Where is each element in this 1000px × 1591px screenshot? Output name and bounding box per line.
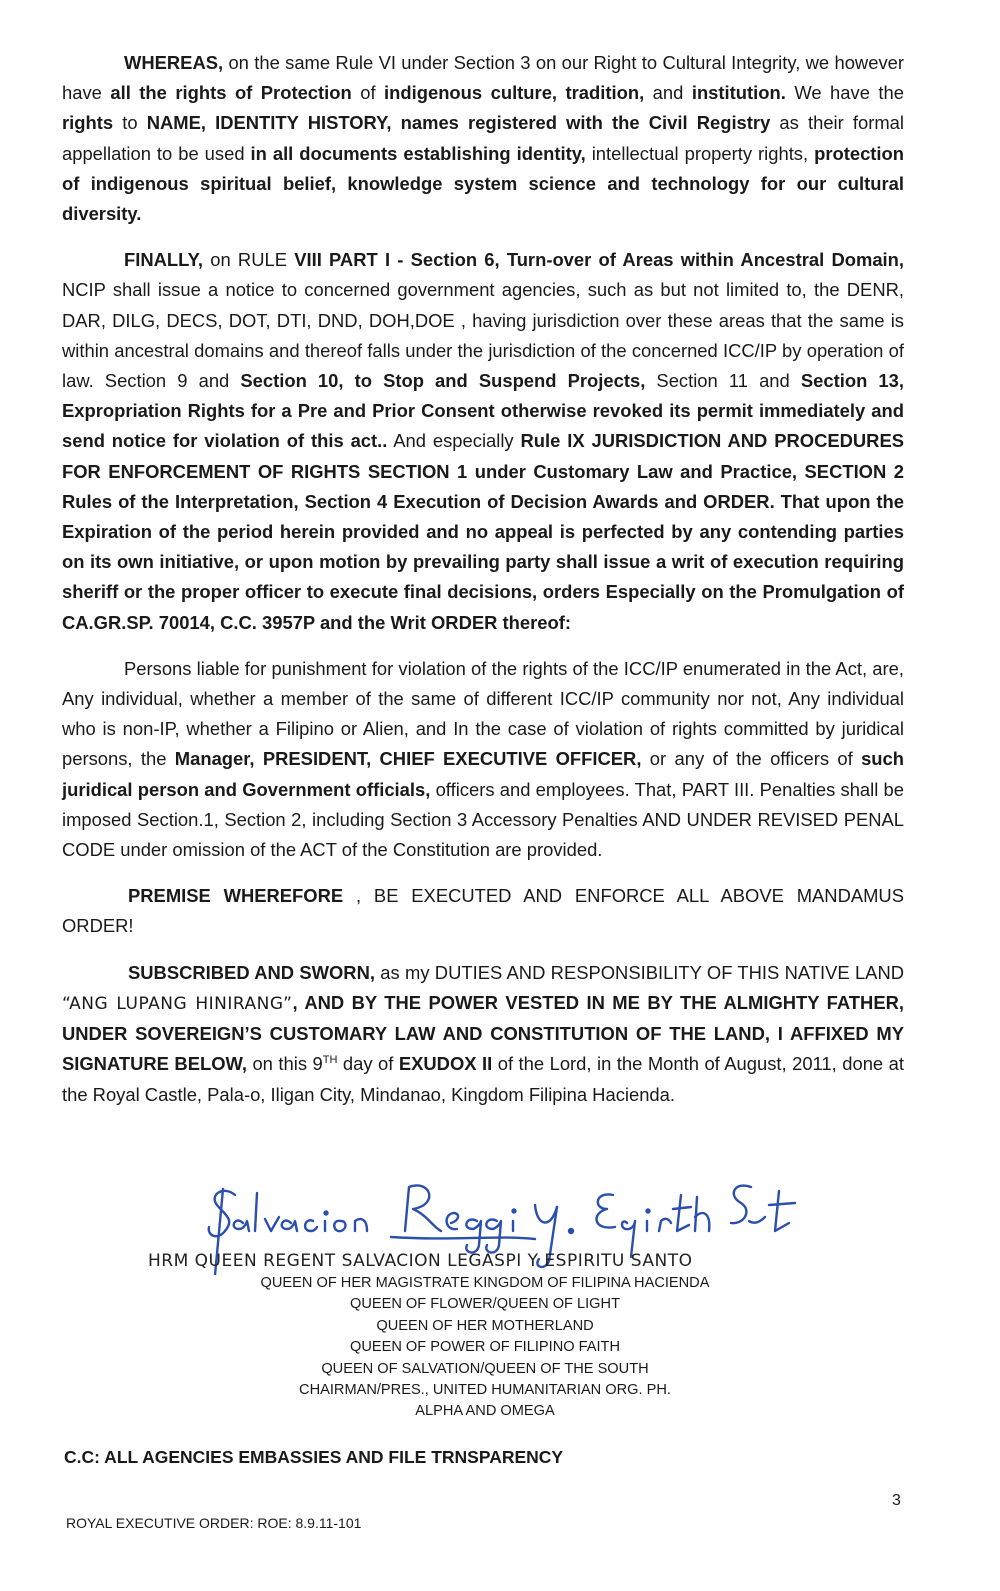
page-number: 3 bbox=[892, 1492, 901, 1509]
bold-text-run: VIII PART I - Section 6, Turn-over of Areas within Ancestral Domain, bbox=[294, 249, 904, 271]
bold-text-run: WHEREAS, bbox=[124, 52, 224, 73]
text-run: And especially bbox=[387, 430, 521, 452]
text-run: officers and employees. That, PART III. Penalties shall be imposed Section.1, Section 2, including Section 3 Accessory Penalties AND UNDER REVISED PENAL CODE under omission of the ACT of the Constitution are provided. bbox=[62, 778, 904, 861]
text-run: and bbox=[644, 82, 692, 104]
bold-text-run: Section 10, to Stop and Suspend Projects, bbox=[240, 370, 646, 392]
cc-line: C.C: ALL AGENCIES EMBASSIES AND FILE TRNSPARENCY bbox=[64, 1447, 564, 1467]
text-run: Section 11 and bbox=[645, 370, 801, 392]
paragraph-premise-wherefore bbox=[62, 881, 904, 941]
title-line: QUEEN OF HER MOTHERLAND bbox=[376, 1317, 594, 1334]
text-run: Persons liable for punishment for violation of the rights of the ICC/IP enumerated in the Act, are, Any individual, whether a member of the same of different ICC/IP community nor not, Any individual who is non-IP, whether a Filipino or Alien, and In the case of violation of rights committed by juridical persons, the bbox=[62, 657, 904, 770]
title-line: QUEEN OF HER MAGISTRATE KINGDOM OF FILIPINA HACIENDA bbox=[260, 1275, 710, 1291]
bold-text-run: all the rights of Protection bbox=[110, 82, 352, 104]
signatory-titles bbox=[140, 1273, 830, 1423]
text-run: on the same Rule VI under Section 3 on our Right to Cultural Integrity, we however have bbox=[62, 52, 904, 104]
title-line: ALPHA AND OMEGA bbox=[415, 1403, 555, 1420]
bold-text-run: Rule IX JURISDICTION AND PROCEDURES FOR ENFORCEMENT OF RIGHTS SECTION 1 under Customary Law and Practice, SECTION 2 Rules of the Interpretation, Section 4 Execution of Decision Awards and ORDER. That upon the Expiration of the period herein provided and no appeal is perfected by any contending parties on its own initiative, or upon motion by prevailing party shall issue a writ of execution requiring sheriff or the proper officer to execute final decisions, orders Especially on the Promulgation of CA.GR.SP. 70014, C.C. 3957P and the Writ ORDER thereof: bbox=[62, 430, 904, 633]
paragraph-persons-liable bbox=[62, 654, 904, 865]
bold-text-run: indigenous culture, tradition, bbox=[384, 82, 645, 104]
text-run: as their formal appellation to be used bbox=[62, 112, 904, 164]
bold-text-run: EXUDOX II bbox=[398, 1053, 493, 1075]
paragraph-finally bbox=[62, 245, 904, 638]
bold-text-run: , AND BY THE POWER VESTED IN ME BY THE ALMIGHTY FATHER, UNDER SOVEREIGN’S CUSTOMARY LAW AND CONSTITUTION OF THE LAND, I AFFIXED MY SIGNATURE BELOW, bbox=[62, 991, 904, 1075]
title-line: CHAIRMAN/PRES., UNITED HUMANITARIAN ORG. PH. bbox=[299, 1382, 671, 1399]
text-run: “ANG LUPANG HINIRANG” bbox=[62, 993, 293, 1014]
paragraph-subscribed-sworn bbox=[62, 958, 904, 1110]
footer-reference: ROYAL EXECUTIVE ORDER: ROE: 8.9.11-101 bbox=[66, 1515, 362, 1531]
text-run: to bbox=[113, 112, 147, 134]
text-run: intellectual property rights, bbox=[585, 142, 815, 164]
title-line: QUEEN OF FLOWER/QUEEN OF LIGHT bbox=[349, 1296, 620, 1313]
text-run: We have the bbox=[785, 82, 904, 104]
bold-text-run: rights bbox=[62, 112, 114, 134]
text-run: of bbox=[351, 82, 385, 104]
title-line: QUEEN OF SALVATION/QUEEN OF THE SOUTH bbox=[321, 1360, 649, 1377]
bold-text-run: protection of indigenous spiritual belief, knowledge system science and technology for our cultural diversity. bbox=[62, 142, 904, 225]
superscript-text: TH bbox=[322, 1054, 338, 1067]
text-run: on RULE bbox=[203, 249, 295, 271]
text-run: of the Lord, in the Month of August, 2011, done at the Royal Castle, Pala-o, Iligan City, Mindanao, Kingdom Filipina Hacienda. bbox=[62, 1053, 904, 1105]
text-run: day of bbox=[337, 1053, 399, 1075]
text-run: , BE EXECUTED AND ENFORCE ALL ABOVE MANDAMUS ORDER! bbox=[62, 885, 904, 937]
bold-text-run: FINALLY, bbox=[124, 249, 204, 271]
text-run: as my DUTIES AND RESPONSIBILITY OF THIS NATIVE LAND bbox=[374, 961, 905, 983]
bold-text-run: Manager, PRESIDENT, CHIEF EXECUTIVE OFFICER, bbox=[174, 748, 642, 770]
text-run: NCIP shall issue a notice to concerned government agencies, such as but not limited to, the DENR, DAR, DILG, DECS, DOT, DTI, DND, DOH,DOE , having jurisdiction over these areas that the same is within ancestral domains and thereof falls under the jurisdiction of the concerned ICC/IP by operation of law. Section 9 and bbox=[62, 279, 904, 392]
paragraph-whereas bbox=[62, 48, 904, 229]
bold-text-run: institution. bbox=[691, 82, 786, 104]
document-body bbox=[62, 48, 904, 1110]
text-run: or any of the officers of bbox=[641, 748, 862, 770]
bold-text-run: such juridical person and Government officials, bbox=[62, 748, 904, 800]
bold-text-run: in all documents establishing identity, bbox=[250, 142, 586, 164]
bold-text-run: SUBSCRIBED AND SWORN, bbox=[128, 961, 375, 983]
signatory-printed-name bbox=[148, 1251, 693, 1271]
bold-text-run: PREMISE WHEREFORE bbox=[128, 885, 344, 907]
title-line: QUEEN OF POWER OF FILIPINO FAITH bbox=[349, 1339, 620, 1356]
bold-text-run: Section 13, Expropriation Rights for a Pre and Prior Consent otherwise revoked its permit immediately and send notice for violation of this act.. bbox=[62, 370, 904, 452]
bold-text-run: NAME, IDENTITY HISTORY, names registered with the Civil Registry bbox=[146, 112, 771, 134]
text-run: on this 9 bbox=[246, 1053, 323, 1075]
printed-name-text: HRM QUEEN REGENT SALVACION LEGASPI Y ESPIRITU SANTO bbox=[148, 1251, 693, 1271]
